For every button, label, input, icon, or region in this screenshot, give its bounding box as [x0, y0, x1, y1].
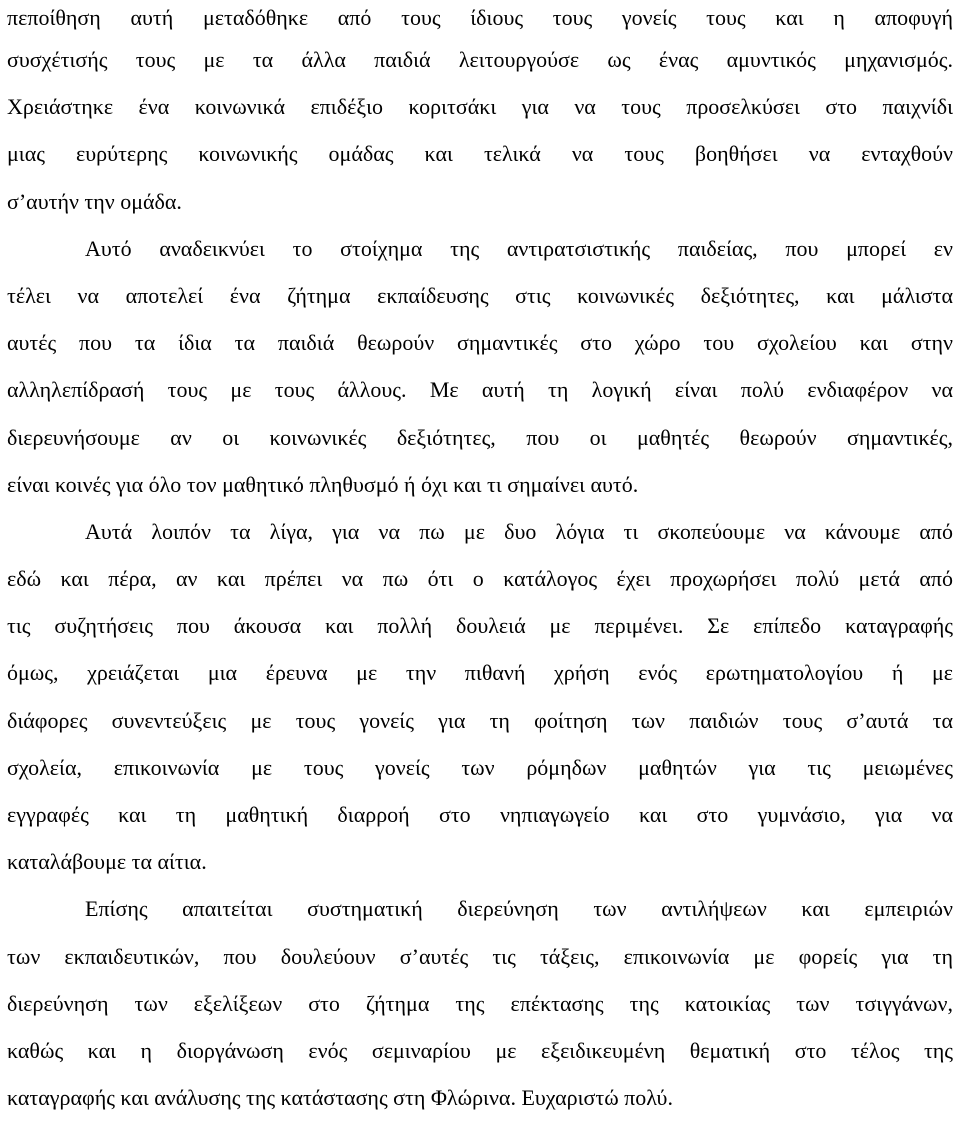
- text-line: όμως, χρειάζεται μια έρευνα με την πιθανή χρήση ενός ερωτηματολογίου ή με: [7, 660, 953, 686]
- text-line: μιας ευρύτερης κοινωνικής ομάδας και τελικά να τους βοηθήσει να ενταχθούν: [7, 141, 953, 167]
- text-line: Επίσης απαιτείται συστηματική διερεύνηση των αντιλήψεων και εμπειριών: [85, 896, 953, 922]
- text-line: καταλάβουμε τα αίτια.: [7, 849, 207, 875]
- text-line: Χρειάστηκε ένα κοινωνικά επιδέξιο κοριτσάκι για να τους προσελκύσει στο παιχνίδι: [7, 94, 953, 120]
- text-line: εδώ και πέρα, αν και πρέπει να πω ότι ο κατάλογος έχει προχωρήσει πολύ μετά από: [7, 566, 953, 592]
- text-line: διάφορες συνεντεύξεις με τους γονείς για τη φοίτηση των παιδιών τους σ’αυτά τα: [7, 707, 953, 733]
- text-line: εγγραφές και τη μαθητική διαρροή στο νηπιαγωγείο και στο γυμνάσιο, για να: [7, 802, 953, 827]
- paragraph-4: [7, 885, 953, 1121]
- paragraph-3: [7, 508, 953, 886]
- paragraph-1: [7, 0, 953, 225]
- document-page: [7, 0, 953, 1121]
- paragraph-2: [7, 225, 953, 508]
- text-line: των εκπαιδευτικών, που δουλεύουν σ’αυτές τις τάξεις, επικοινωνία με φορείς για τη: [7, 943, 953, 969]
- text-line: τέλει να αποτελεί ένα ζήτημα εκπαίδευσης στις κοινωνικές δεξιότητες, και μάλιστα: [7, 282, 953, 308]
- text-line: σχολεία, επικοινωνία με τους γονείς των ρόμηδων μαθητών για τις μειωμένες: [7, 754, 953, 780]
- text-line: συσχέτισής τους με τα άλλα παιδιά λειτουργούσε ως ένας αμυντικός μηχανισμός.: [7, 47, 953, 72]
- text-line: αλληλεπίδρασή τους με τους άλλους. Με αυτή τη λογική είναι πολύ ενδιαφέρον να: [7, 377, 953, 403]
- text-line: διερεύνηση των εξελίξεων στο ζήτημα της επέκτασης της κατοικίας των τσιγγάνων,: [7, 990, 953, 1016]
- text-line: διερευνήσουμε αν οι κοινωνικές δεξιότητες, που οι μαθητές θεωρούν σημαντικές,: [7, 424, 953, 450]
- text-line: καθώς και η διοργάνωση ενός σεμιναρίου με εξειδικευμένη θεματική στο τέλος της: [7, 1037, 953, 1063]
- text-line: τις συζητήσεις που άκουσα και πολλή δουλειά με περιμένει. Σε επίπεδο καταγραφής: [7, 613, 953, 639]
- text-line: Αυτά λοιπόν τα λίγα, για να πω με δυο λόγια τι σκοπεύουμε να κάνουμε από: [85, 518, 953, 544]
- text-line: πεποίθηση αυτή μεταδόθηκε από τους ίδιους τους γονείς τους και η αποφυγή: [7, 5, 953, 30]
- text-line: είναι κοινές για όλο τον μαθητικό πληθυσμό ή όχι και τι σημαίνει αυτό.: [7, 471, 639, 497]
- text-line: σ’αυτήν την ομάδα.: [7, 188, 182, 214]
- text-line: καταγραφής και ανάλυσης της κατάστασης στη Φλώρινα. Ευχαριστώ πολύ.: [7, 1085, 673, 1111]
- text-line: αυτές που τα ίδια τα παιδιά θεωρούν σημαντικές στο χώρο του σχολείου και στην: [7, 330, 953, 356]
- text-line: Αυτό αναδεικνύει το στοίχημα της αντιρατσιστικής παιδείας, που μπορεί εν: [85, 235, 953, 261]
